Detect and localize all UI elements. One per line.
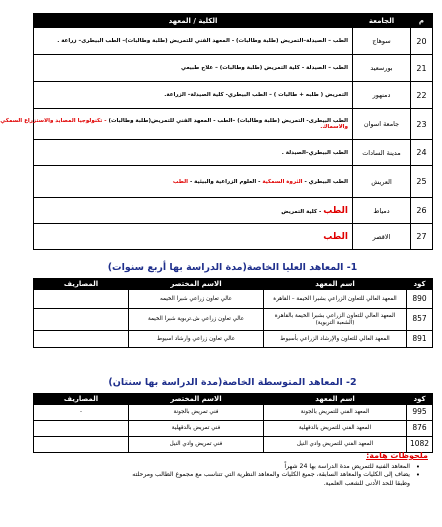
row-num: 23 [411,109,433,140]
faculty-text-red-2: الطب [172,178,190,185]
row-fees [34,331,129,348]
row-short: فني تمريض وادي النيل [129,437,264,453]
row-name-line1: المعهد العالي للتعاون الزراعي بشبرا الخيمة بالقاهرة [274,313,396,320]
row-fees [34,290,129,309]
table-row [34,224,433,250]
header-fees: المصاريف [34,394,129,405]
note-item [38,463,420,471]
row-university: سوهاج [353,28,411,55]
row-faculty: الطب – الصيدلة–التمريض (طلبة وطالبات) - المعهد الفني للتمريض (طلبة وطالبات)– الطب البيطرى– زراعة . [34,28,353,55]
note-item [38,471,420,480]
row-university: جامعة اسوان [353,109,411,140]
table-row [34,55,433,82]
higher-institutes-table [33,278,433,348]
note-text: يضاف إلى الكليات والمعاهد السابقة، جميع الكليات والمعاهد النظرية التي تتناسب مع مجموع الطالب ومرحلته [132,471,410,479]
header-fees: المصاريف [34,279,129,290]
faculty-text-red-cont: والاسماك. [320,124,348,130]
middle-institutes-table [33,393,433,453]
row-short: فني تمريض بالجونة [129,405,264,421]
row-name: المعهد العالي للتعاون الزراعي بشبرا الخيمة – القاهرة [264,290,407,309]
section2-heading: 2- المعاهد المتوسطة الخاصة(مدة الدراسة بها سنتان) [108,377,357,388]
row-faculty: الطب – الصيدلة - كلية التمريض (طلبة وطالبات) – علاج طبيعي [34,55,353,82]
header-name: اسم المعهد [264,394,407,405]
row-code: 995 [407,405,433,421]
institutes-header-row [34,394,433,405]
table-row [34,198,433,224]
row-short: عالي تعاون زراعي شبرا الخيمه [129,290,264,309]
faculty-text: الطب البيطري - [304,178,348,185]
table-row [34,82,433,109]
table-row [34,405,433,421]
row-university: بورسعيد [353,55,411,82]
universities-table [0,13,433,250]
header-short: الاسم المختصر [129,279,264,290]
row-code: 890 [407,290,433,309]
note-text: المعاهد الفنية للتمريض مدة الدراسة بها 24 شهراً [284,463,410,470]
faculty-text-mid: - العلوم الزراعية والبيئية - [189,178,263,185]
bullet-icon: • [415,463,420,471]
row-faculty [34,198,353,224]
notes-list [38,463,428,488]
row-faculty [34,166,353,198]
faculty-text-red: - تكنولوجيا المصايد والاستزراع السمكي [0,118,109,124]
row-university: العريش [353,166,411,198]
faculty-text-red: الطب [323,231,348,242]
notes-section [38,451,428,488]
faculty-text-red: الثروة السمكية [262,178,305,185]
institutes-header-row [34,279,433,290]
row-name-line2: (الشعبة التربوية) [315,319,355,326]
header-name: اسم المعهد [264,279,407,290]
row-num: 24 [411,140,433,166]
row-name: المعهد الفني للتمريض بالدقهلية [264,421,407,437]
row-faculty [34,224,353,250]
faculty-text-red: الطب [323,205,348,216]
row-num: 26 [411,198,433,224]
table-row [34,290,433,309]
header-university: الجامعة [353,14,411,28]
note-item [38,480,410,488]
row-fees [34,421,129,437]
row-code: 1082 [407,437,433,453]
header-code: كود [407,394,433,405]
row-num: 20 [411,28,433,55]
row-name: المعهد الفني للتمريض وادي النيل [264,437,407,453]
table-row [34,166,433,198]
section1-heading: 1- المعاهد العليا الخاصة(مدة الدراسة بها أربع سنوات) [107,262,358,273]
row-faculty [0,109,353,140]
row-num: 22 [411,82,433,109]
row-university: دمياط [353,198,411,224]
table-row [34,421,433,437]
row-name: المعهد العالي للتعاون والإرشاد الزراعي بأسيوط [264,331,407,348]
universities-header-row [34,14,433,28]
row-code: 891 [407,331,433,348]
bullet-icon: • [415,471,420,480]
header-code: كود [407,279,433,290]
row-university: الاقصر [353,224,411,250]
header-num: م [411,14,433,28]
row-code: 876 [407,421,433,437]
row-university: دمنهور [353,82,411,109]
table-row [34,331,433,348]
row-short: عالي تعاون زراعي وارشاد اسيوط [129,331,264,348]
row-num: 21 [411,55,433,82]
faculty-text: الطب البيطرى- التمريض (طلبة وطالبات) –الطب - المعهد الفني للتمريض(طلبة وطالبات) [108,118,348,124]
row-num: 25 [411,166,433,198]
notes-title: ملحوظات هامة: [366,451,428,460]
row-name [264,309,407,331]
row-code: 857 [407,309,433,331]
row-fees: - [34,405,129,421]
row-faculty: التمريض ( طلبه + طالبات ) – الطب البيطري- كلية الصيدلة– الزراعة. [34,82,353,109]
table-row [34,109,433,140]
row-num: 27 [411,224,433,250]
row-short: فني تمريض بالدقهلية [129,421,264,437]
faculty-text: - كلية التمريض [281,208,324,215]
table-row [34,309,433,331]
row-short: عالي تعاون زراعي ش.تربوية شبرا الخيمة [129,309,264,331]
row-fees [34,309,129,331]
row-faculty: الطب البيطري–الصيدلة . [34,140,353,166]
table-row [34,140,433,166]
note-text: وطبقا للحد الأدنى للشعب العلمية. [323,479,410,487]
header-faculty: الكلية / المعهد [34,14,353,28]
row-university: مدينة السادات [353,140,411,166]
row-name: المعهد الفني للتمريض بالجونة [264,405,407,421]
header-short: الاسم المختصر [129,394,264,405]
table-row [34,28,433,55]
